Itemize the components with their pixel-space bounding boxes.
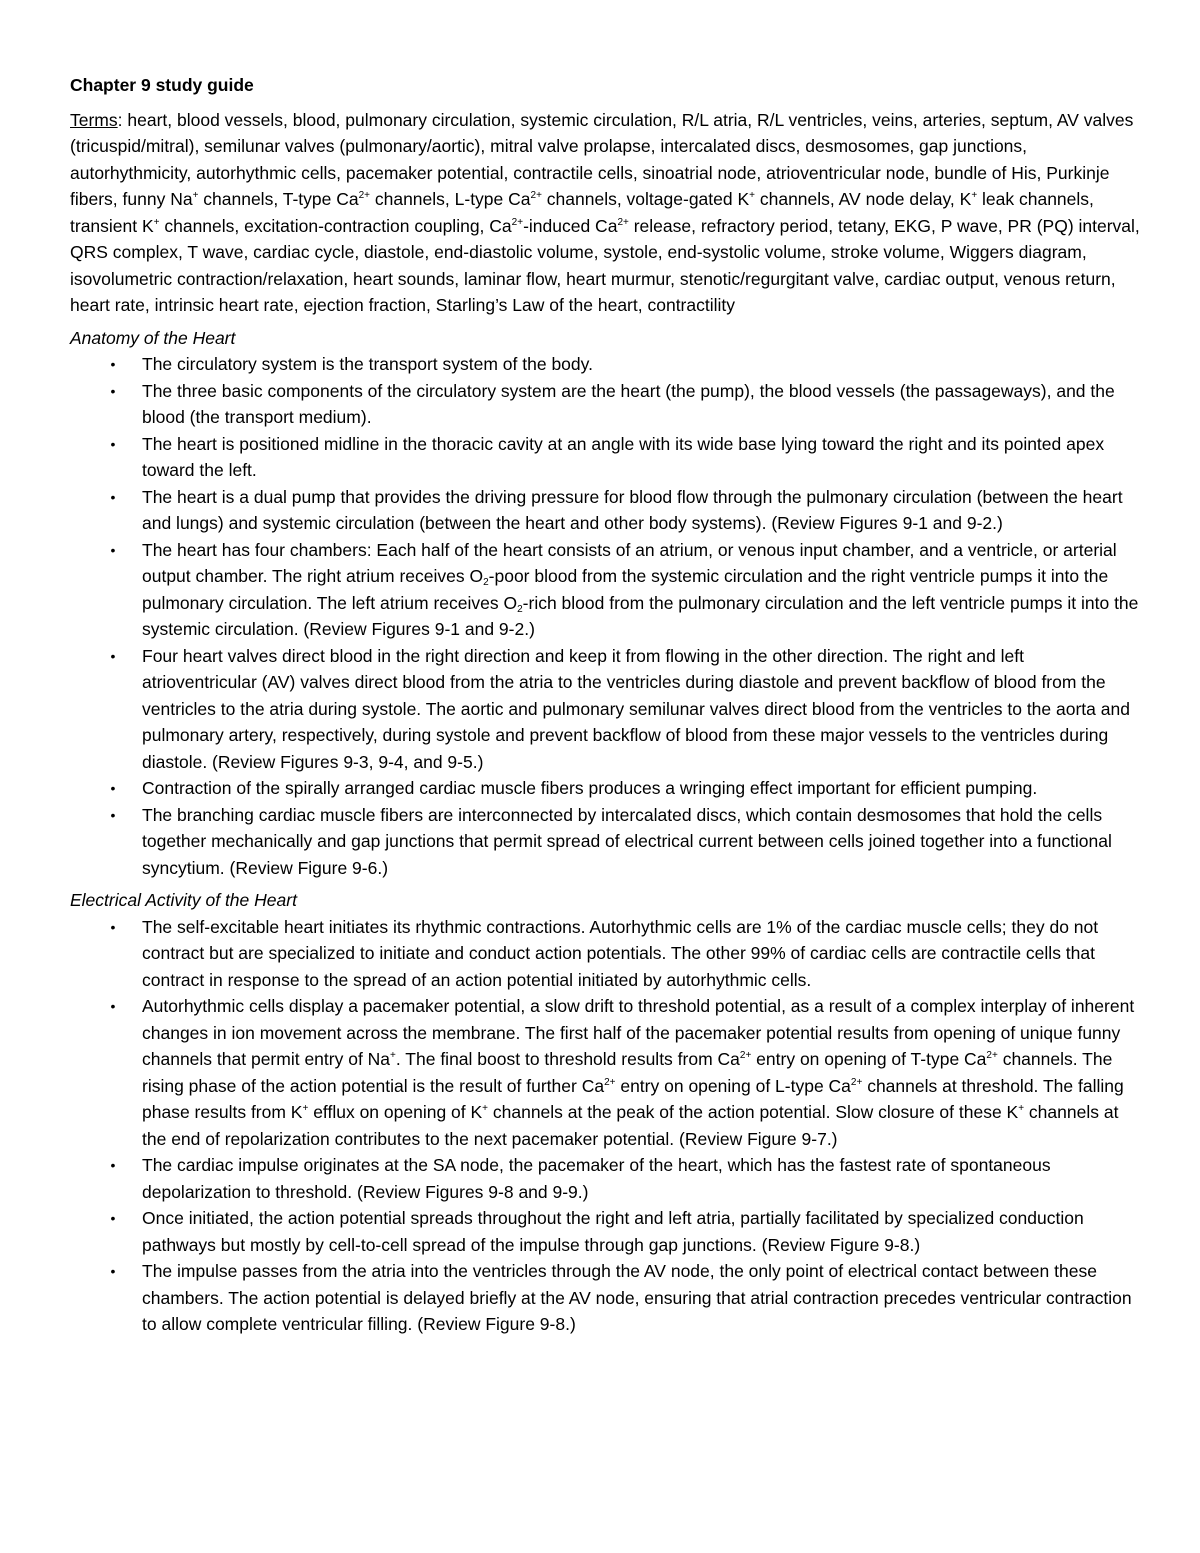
list-item bbox=[70, 537, 1140, 643]
list-item bbox=[70, 431, 1140, 484]
list-item bbox=[70, 484, 1140, 537]
bullet-icon: • bbox=[110, 1210, 116, 1226]
list-item bbox=[70, 643, 1140, 776]
section-heading: Anatomy of the Heart bbox=[70, 327, 236, 348]
list-item bbox=[70, 1258, 1140, 1338]
bullet-icon: • bbox=[110, 435, 116, 452]
bullet-icon: • bbox=[110, 541, 116, 558]
page-title: Chapter 9 study guide bbox=[70, 75, 254, 95]
bullet-icon: • bbox=[110, 488, 116, 505]
bullet-text: The impulse passes from the atria into the ventricles through the AV node, the only point of electrical contact between these chambers. The action potential is delayed briefly at the AV node, ensuring that atrial contraction precedes ventricular contraction to allow complete ventricular filling. (Review Figure 9-8.) bbox=[142, 1261, 1132, 1334]
bullet-icon: • bbox=[110, 647, 116, 664]
bullet-text: Once initiated, the action potential spreads throughout the right and left atria, partially facilitated by specialized conduction pathways but mostly by cell-to-cell spread of the impulse through gap junctions. (Review Figure 9-8.) bbox=[142, 1208, 1084, 1255]
bullet-icon: • bbox=[110, 382, 116, 399]
list-item bbox=[70, 351, 1140, 378]
bullet-list bbox=[70, 914, 1140, 1338]
list-item bbox=[70, 914, 1140, 994]
list-item bbox=[70, 1152, 1140, 1205]
bullet-text: The branching cardiac muscle fibers are interconnected by intercalated discs, which contain desmosomes that hold the cells together mechanically and gap junctions that permit spread of electrical current between cells joined together into a functional syncytium. (Review Figure 9-6.) bbox=[142, 804, 1112, 878]
bullet-icon: • bbox=[110, 918, 116, 935]
bullet-text: The heart is a dual pump that provides the driving pressure for blood flow through the pulmonary circulation (between the heart and lungs) and systemic circulation (between the heart and other body systems). (Review Figures 9-1 and 9-2.) bbox=[142, 486, 1123, 533]
list-item bbox=[70, 1205, 1140, 1258]
bullet-icon: • bbox=[110, 1157, 116, 1173]
section-heading: Electrical Activity of the Heart bbox=[70, 890, 297, 910]
bullet-text: Contraction of the spirally arranged cardiac muscle fibers produces a wringing effect important for efficient pumping. bbox=[142, 778, 1038, 798]
terms-paragraph bbox=[70, 107, 1140, 319]
bullet-text: The self-excitable heart initiates its rhythmic contractions. Autorhythmic cells are 1% of the cardiac muscle cells; they do not contract but are specialized to initiate and conduct action potentials. The other 99% of cardiac cells are contractile cells that contract in response to the spread of an action potential initiated by autorhythmic cells. bbox=[142, 916, 1099, 990]
list-item bbox=[70, 775, 1140, 802]
list-item bbox=[70, 802, 1140, 882]
list-item bbox=[70, 378, 1140, 431]
bullet-text: The heart has four chambers: Each half of the heart consists of an atrium, or venous input chamber, and a ventricle, or arterial output chamber. The right atrium receives $O_2$-poor blood from the systemic circulation and the right ventricle pumps it into the pulmonary circulation. The left atrium receives $O_2$-rich blood from the pulmonary circulation and the left ventricle pumps it into the systemic circulation. (Review Figures 9-1 and 9-2.) bbox=[142, 539, 1139, 639]
bullet-icon: • bbox=[110, 1263, 116, 1279]
bullet-icon: • bbox=[110, 806, 116, 823]
document-page bbox=[70, 72, 1140, 1344]
bullet-list bbox=[70, 351, 1140, 881]
bullet-icon: • bbox=[110, 780, 116, 796]
list-item bbox=[70, 993, 1140, 1152]
bullet-text: The three basic components of the circulatory system are the heart (the pump), the blood vessels (the passageways), and the blood (the transport medium). bbox=[142, 380, 1115, 427]
bullet-text: Autorhythmic cells display a pacemaker potential, a slow drift to threshold potential, as a result of a complex interplay of inherent changes in ion movement across the membrane. The first half of the pacemaker potential results from opening of unique funny channels that permit entry of Na+. The final boost to threshold results from $Ca^{2+}$ entry on opening of T-type $Ca^{2+}$ channels. The rising phase of the action potential is the result of further $Ca^{2+}$ entry on opening of L-type $Ca^{2+}$ channels at threshold. The falling phase results from K+ efflux on opening of K+ channels at the peak of the action potential. Slow closure of these K+ channels at the end of repolarization contributes to the next pacemaker potential. (Review Figure 9-7.) bbox=[142, 996, 1135, 1149]
bullet-text: Four heart valves direct blood in the right direction and keep it from flowing in the other direction. The right and left atrioventricular (AV) valves direct blood from the atria to the ventricles during diastole and prevent backflow of blood from the ventricles to the atria during systole. The aortic and pulmonary semilunar valves direct blood from the ventricles to the aorta and pulmonary artery, respectively, during systole and prevent backflow of blood from these major vessels to the ventricles during diastole. (Review Figures 9-3, 9-4, and 9-5.) bbox=[142, 645, 1130, 772]
bullet-icon: • bbox=[110, 356, 116, 372]
bullet-text: The circulatory system is the transport system of the body. bbox=[142, 354, 593, 374]
sections-container bbox=[70, 325, 1140, 1338]
terms-label: Terms bbox=[70, 109, 118, 130]
bullet-icon: • bbox=[110, 998, 116, 1014]
bullet-text: The heart is positioned midline in the thoracic cavity at an angle with its wide base lying toward the right and its pointed apex toward the left. bbox=[142, 433, 1105, 480]
bullet-text: The cardiac impulse originates at the SA node, the pacemaker of the heart, which has the fastest rate of spontaneous depolarization to threshold. (Review Figures 9-8 and 9-9.) bbox=[142, 1155, 1051, 1202]
terms-list: : heart, blood vessels, blood, pulmonary circulation, systemic circulation, R/L atria, R/L ventricles, veins, arteries, septum, AV valves (tricuspid/mitral), semilunar valves (pulmonary/aortic), mitral valve prolapse, intercalated discs, desmosomes, gap junctions, autorhythmicity, autorhythmic cells, pacemaker potential, contractile cells, sinoatrial node, atrioventricular node, bundle of His, Purkinje fibers, funny Na+ channels, T-type $Ca^{2+}$ channels, L-type $Ca^{2+}$ channels, voltage-gated K+ channels, AV node delay, K+ leak channels, transient K+ channels, excitation-contraction coupling, $Ca^{2+}$-induced $Ca^{2+}$ release, refractory period, tetany, EKG, P wave, PR (PQ) interval, QRS complex, T wave, cardiac cycle, diastole, end-diastolic volume, systole, end-systolic volume, stroke volume, Wiggers diagram, isovolumetric contraction/relaxation, heart sounds, laminar flow, heart murmur, stenotic/regurgitant valve, cardiac output, venous return, heart rate, intrinsic heart rate, ejection fraction, Starling’s Law of the heart, contractility bbox=[70, 109, 1140, 315]
